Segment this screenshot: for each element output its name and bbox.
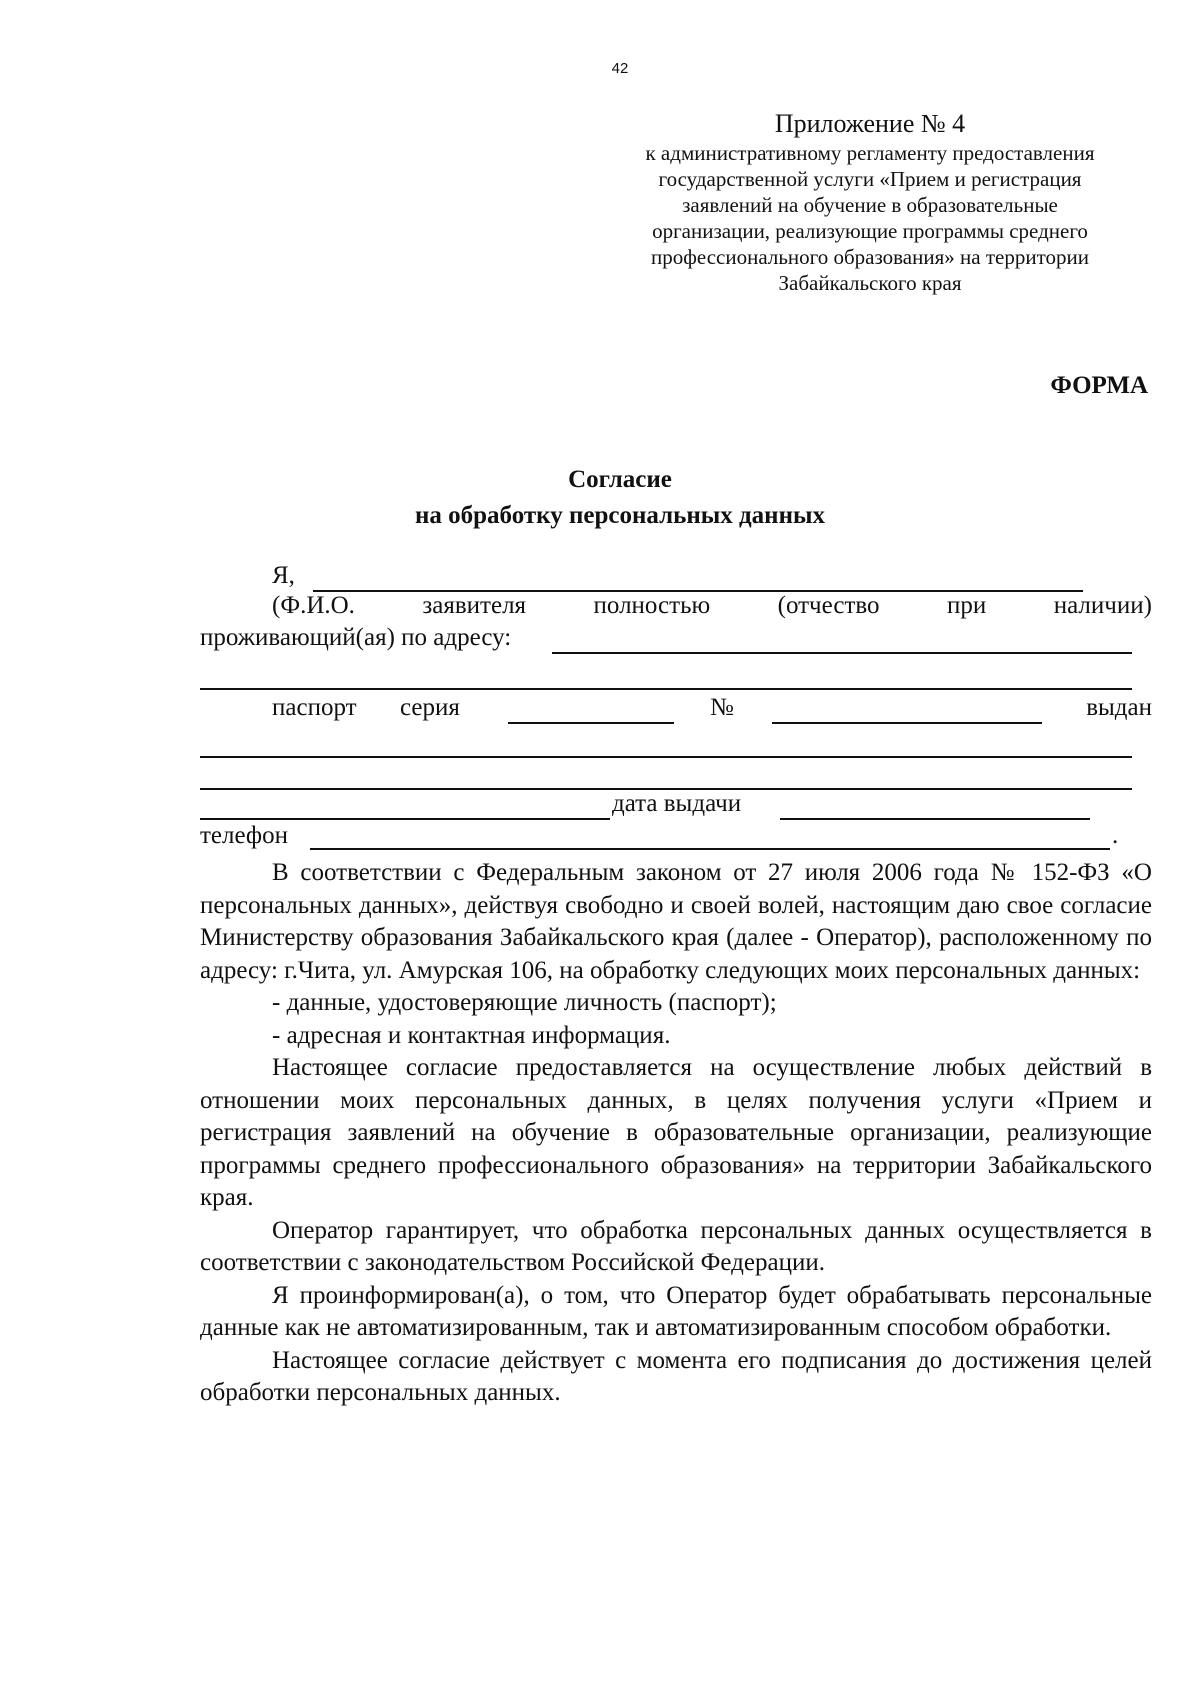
fio-caption-word: заявителя <box>422 592 527 619</box>
phone-input-line[interactable] <box>310 848 1110 850</box>
issued-label: выдан <box>1086 694 1152 721</box>
paragraph-purpose: Настоящее согласие предоставляется на осуществление любых действий в отношении моих персональных данных, в целях получения услуги «Прием и регистрация заявлений на обучение в образовательные организации, реализующие программы среднего профессионального образования» на территории Забайкальского края. <box>200 1054 1152 1211</box>
fio-caption-row <box>272 592 1152 626</box>
appendix-header <box>600 108 1140 296</box>
issued-by-line-3[interactable] <box>200 818 610 820</box>
fio-caption-word: наличии) <box>1053 592 1152 619</box>
i-prefix: Я, <box>272 562 295 589</box>
number-label: № <box>710 694 734 721</box>
passport-label: паспорт <box>272 694 357 721</box>
appendix-line: профессионального образования» на территории <box>651 245 1089 269</box>
consent-text <box>200 857 1152 1410</box>
form-fields <box>200 560 1152 850</box>
paragraph-legal-basis: В соответствии с Федеральным законом от 27 июля 2006 года № 152-ФЗ «О персональных данных», действуя свободно и своей волей, настоящим даю свое согласие Министерству образования Забайкальского края (далее - Оператор), расположенному по адресу: г.Чита, ул. Амурская 106, на обработку следующих моих персональных данных: <box>200 859 1152 984</box>
address-label: проживающий(ая) по адресу: <box>200 624 512 651</box>
fio-caption-word: при <box>946 592 987 619</box>
fio-row <box>200 560 1152 594</box>
page-number: 42 <box>611 60 629 77</box>
paragraph-guarantee: Оператор гарантирует, что обработка персональных данных осуществляется в соответствии с законодательством Российской Федерации. <box>200 1216 1152 1276</box>
appendix-title: Приложение № 4 <box>774 109 966 138</box>
list-item-identity: - данные, удостоверяющие личность (паспорт); <box>272 989 777 1016</box>
appendix-line: государственной услуги «Прием и регистрация <box>658 167 1082 191</box>
fio-caption-word: (отчество <box>777 592 880 619</box>
paragraph-validity: Настоящее согласие действует с момента его подписания до достижения целей обработки персональных данных. <box>200 1346 1152 1406</box>
issue-date-label: дата выдачи <box>612 790 742 817</box>
appendix-line: к административному регламенту предоставления <box>645 141 1095 165</box>
series-input-line[interactable] <box>508 722 674 724</box>
appendix-line: организации, реализующие программы среднего <box>652 219 1088 243</box>
series-label: серия <box>400 694 460 721</box>
address-row <box>200 624 1152 658</box>
appendix-line: заявлений на обучение в образовательные <box>682 193 1058 217</box>
address-continuation-line[interactable] <box>200 688 1132 690</box>
passport-row <box>200 692 1152 726</box>
issue-date-input-line[interactable] <box>780 818 1090 820</box>
address-input-line[interactable] <box>552 652 1132 654</box>
phone-row <box>200 822 1152 856</box>
issued-by-line[interactable] <box>200 756 1132 758</box>
phone-end: . <box>1112 822 1119 849</box>
number-input-line[interactable] <box>772 722 1042 724</box>
document-title <box>0 462 1200 534</box>
paragraph-processing-method: Я проинформирован(а), о том, что Оператор будет обрабатывать персональные данные как не автоматизированным, так и автоматизированным способом обработки. <box>200 1281 1152 1341</box>
issue-date-row <box>200 790 1152 824</box>
appendix-line: Забайкальского края <box>778 271 962 295</box>
form-label: ФОРМА <box>1050 372 1148 399</box>
document-title-line1: Согласие <box>568 466 672 493</box>
list-item-contact: - адресная и контактная информация. <box>272 1021 671 1049</box>
document-title-line2: на обработку персональных данных <box>415 502 825 529</box>
fio-caption-word: полностью <box>593 592 711 619</box>
phone-label: телефон <box>200 822 288 849</box>
fio-caption-word: (Ф.И.О. <box>272 592 355 619</box>
